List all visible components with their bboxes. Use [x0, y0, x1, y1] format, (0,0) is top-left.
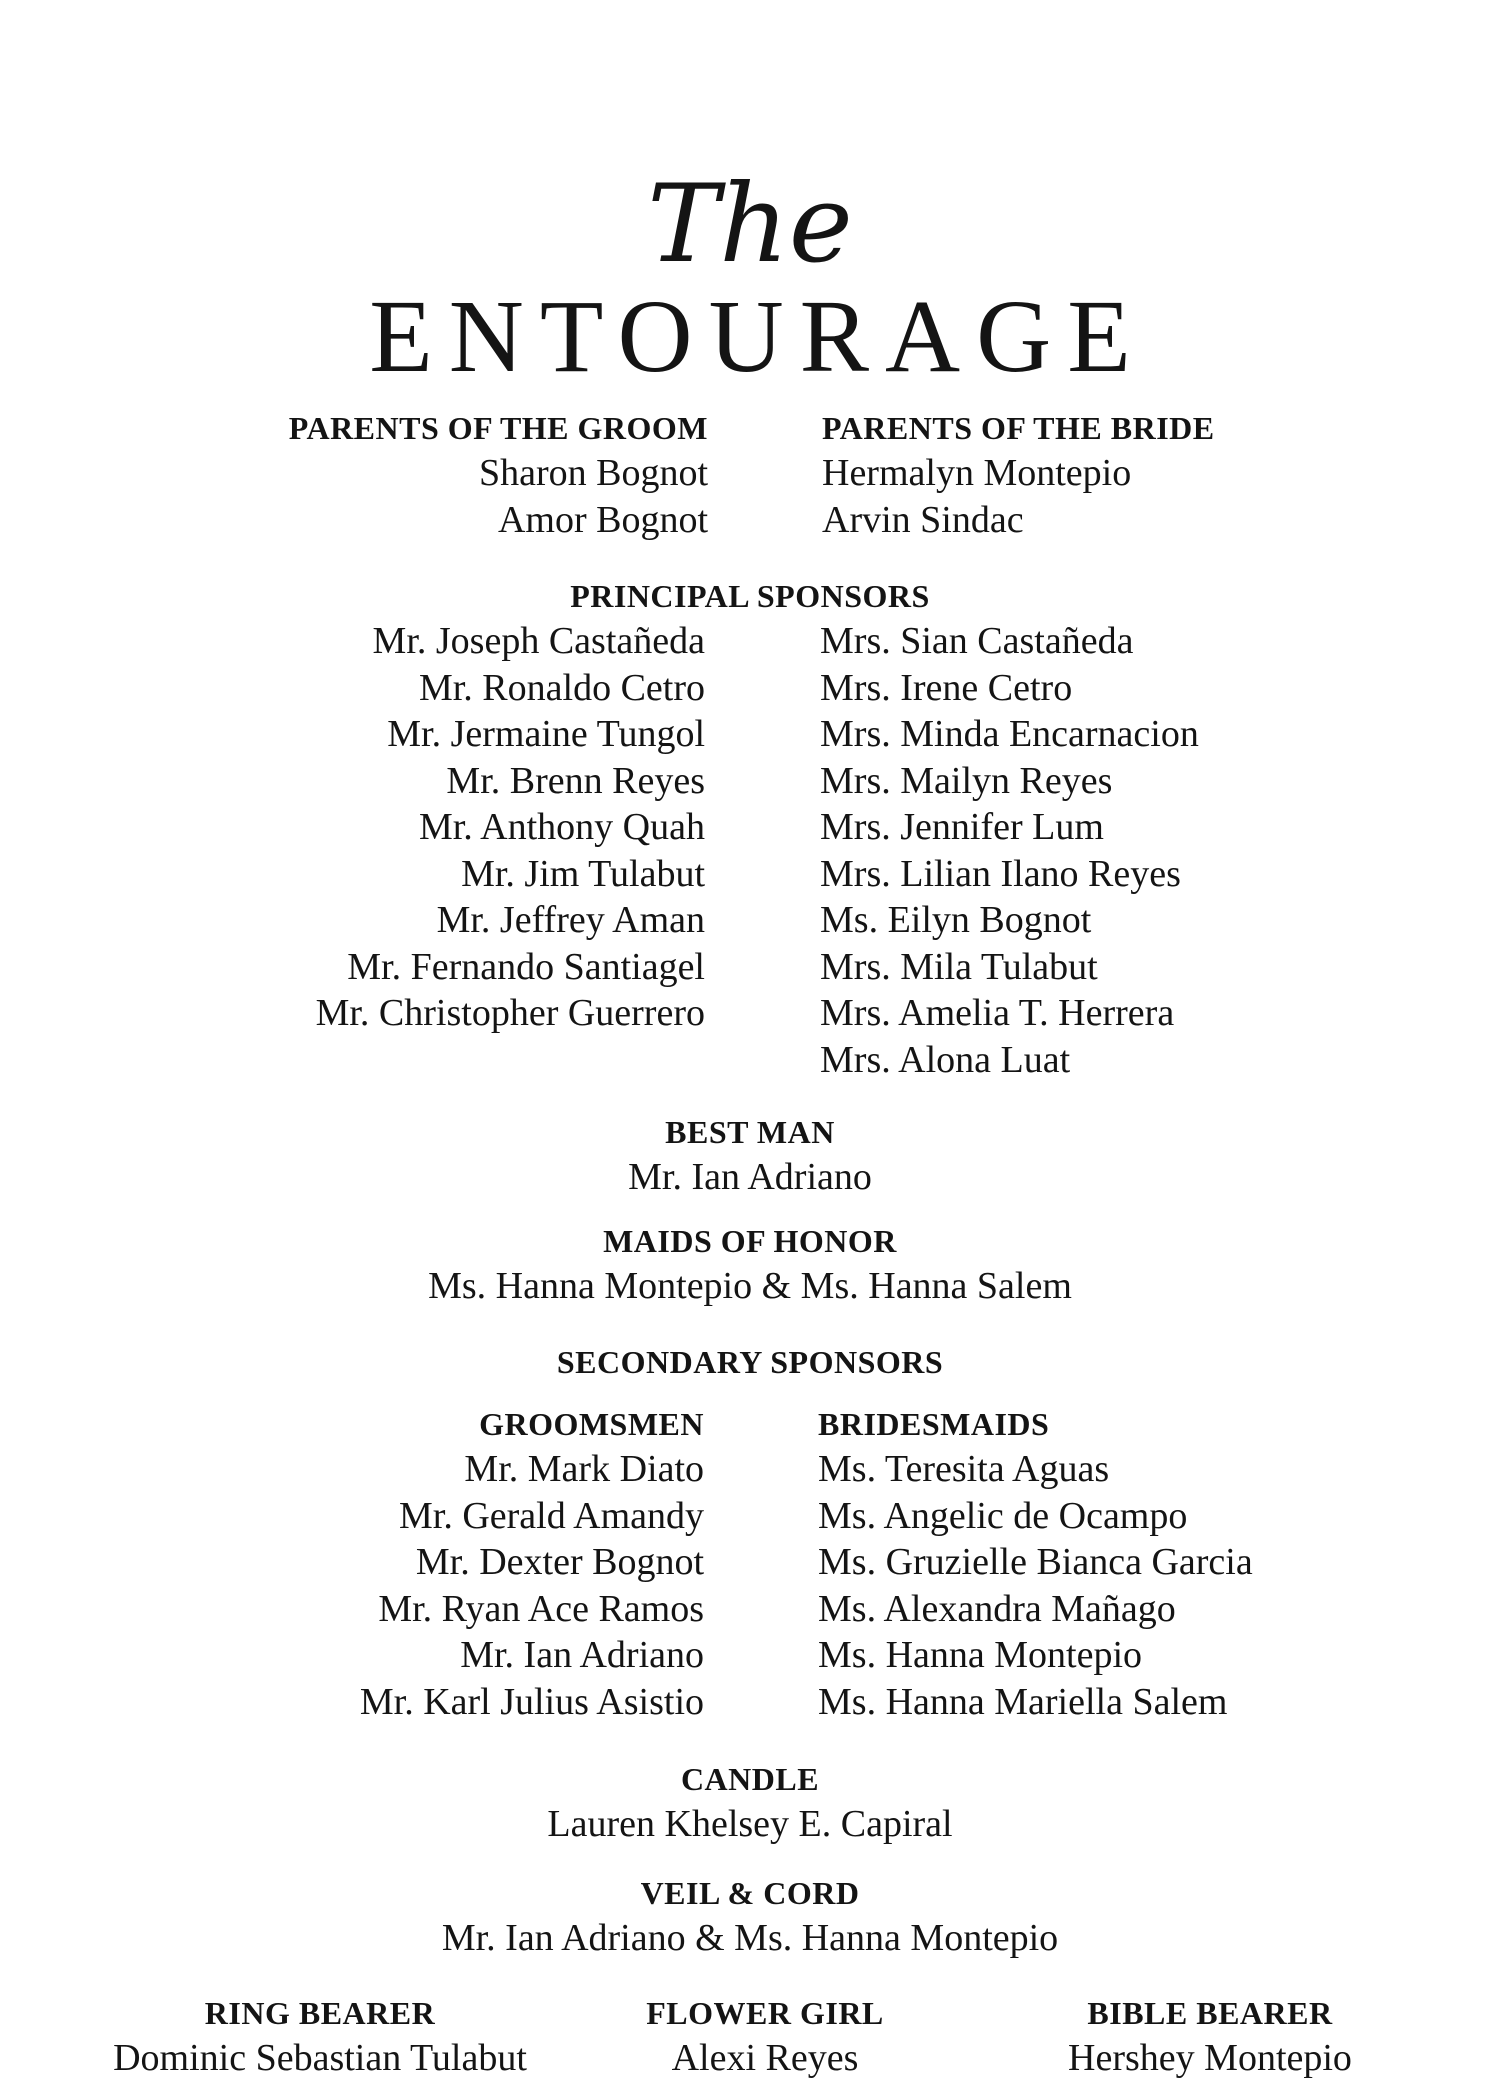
principal-sponsors-section: [0, 574, 1500, 618]
list-item: Amor Bognot: [497, 498, 708, 541]
bible-bearer-block: [1000, 1991, 1420, 2082]
list-item: Mrs. Mila Tulabut: [820, 945, 1098, 988]
principal-sponsors-heading: PRINCIPAL SPONSORS: [570, 578, 930, 614]
list-item: Mr. Jim Tulabut: [461, 852, 705, 895]
list-item: Ms. Angelic de Ocampo: [818, 1494, 1188, 1537]
candle-section: [0, 1757, 1500, 1847]
bible-bearer-heading: BIBLE BEARER: [1087, 1995, 1333, 2031]
list-item: Ms. Gruzielle Bianca Garcia: [818, 1541, 1253, 1583]
parents-groom-block: [208, 406, 708, 543]
bible-bearer-name: Hershey Montepio: [1068, 2037, 1352, 2079]
parents-groom-heading: PARENTS OF THE GROOM: [288, 410, 708, 446]
list-item: Ms. Eilyn Bognot: [820, 899, 1092, 941]
list-item: Ms. Teresita Aguas: [818, 1448, 1110, 1490]
list-item: Mr. Dexter Bognot: [415, 1541, 704, 1583]
list-item: Mr. Christopher Guerrero: [315, 992, 705, 1034]
list-item: Mr. Fernando Santiagel: [347, 945, 705, 988]
list-item: Mr. Ryan Ace Ramos: [378, 1587, 704, 1630]
parents-bride-heading: PARENTS OF THE BRIDE: [822, 410, 1215, 446]
list-item: Mrs. Jennifer Lum: [820, 806, 1104, 848]
list-item: Mr. Jeffrey Aman: [436, 899, 705, 941]
veil-cord-section: [0, 1871, 1500, 1961]
bridesmaids-heading: BRIDESMAIDS: [818, 1406, 1050, 1442]
flower-girl-heading: FLOWER GIRL: [646, 1995, 884, 2031]
list-item: Mr. Ian Adriano: [460, 1634, 704, 1676]
title-script: The: [647, 162, 853, 287]
maids-of-honor-heading: MAIDS OF HONOR: [603, 1223, 897, 1259]
list-item: Mrs. Minda Encarnacion: [820, 713, 1199, 755]
parents-bride-block: [822, 406, 1382, 543]
list-item: Mr. Karl Julius Asistio: [359, 1680, 704, 1723]
groomsmen-heading: GROOMSMEN: [479, 1406, 704, 1442]
list-item: Ms. Hanna Montepio: [818, 1634, 1143, 1676]
list-item: Mr. Anthony Quah: [418, 806, 705, 848]
flower-girl-block: [565, 1991, 965, 2082]
candle-heading: CANDLE: [680, 1761, 820, 1797]
maids-of-honor-names: Ms. Hanna Montepio & Ms. Hanna Salem: [428, 1265, 1072, 1307]
best-man-section: [0, 1110, 1500, 1200]
list-item: Mrs. Mailyn Reyes: [820, 759, 1113, 802]
page-title: ENTOURAGE: [369, 279, 1147, 394]
list-item: Sharon Bognot: [478, 452, 708, 494]
secondary-sponsors-section: [0, 1340, 1500, 1384]
veil-cord-heading: VEIL & CORD: [640, 1875, 860, 1911]
maids-of-honor-section: [0, 1219, 1500, 1309]
principal-sponsors-men: [105, 618, 705, 1037]
veil-cord-names: Mr. Ian Adriano & Ms. Hanna Montepio: [441, 1917, 1059, 1959]
list-item: Mrs. Alona Luat: [820, 1038, 1071, 1081]
list-item: Mrs. Lilian Ilano Reyes: [820, 852, 1181, 895]
list-item: Arvin Sindac: [822, 498, 1024, 541]
secondary-sponsors-heading: SECONDARY SPONSORS: [556, 1344, 944, 1380]
ring-bearer-block: [40, 1991, 600, 2082]
candle-name: Lauren Khelsey E. Capiral: [547, 1803, 953, 1845]
ring-bearer-heading: RING BEARER: [204, 1995, 436, 2031]
ring-bearer-name: Dominic Sebastian Tulabut: [113, 2037, 527, 2079]
list-item: Ms. Hanna Mariella Salem: [818, 1680, 1228, 1723]
best-man-heading: BEST MAN: [665, 1114, 835, 1150]
list-item: Mr. Jermaine Tungol: [387, 713, 705, 755]
best-man-name: Mr. Ian Adriano: [628, 1156, 872, 1198]
groomsmen-block: [104, 1402, 704, 1725]
bridesmaids-block: [818, 1402, 1458, 1725]
list-item: Mr. Ronaldo Cetro: [418, 666, 705, 709]
list-item: Hermalyn Montepio: [822, 452, 1132, 494]
list-item: Mrs. Amelia T. Herrera: [820, 992, 1175, 1034]
list-item: Mrs. Sian Castañeda: [820, 620, 1134, 662]
list-item: Mr. Joseph Castañeda: [372, 620, 705, 662]
list-item: Mrs. Irene Cetro: [820, 666, 1073, 709]
list-item: Ms. Alexandra Mañago: [818, 1587, 1176, 1630]
list-item: Mr. Brenn Reyes: [446, 759, 705, 802]
principal-sponsors-women: [820, 618, 1420, 1083]
flower-girl-name: Alexi Reyes: [671, 2037, 859, 2079]
list-item: Mr. Gerald Amandy: [398, 1494, 704, 1537]
list-item: Mr. Mark Diato: [464, 1448, 704, 1490]
